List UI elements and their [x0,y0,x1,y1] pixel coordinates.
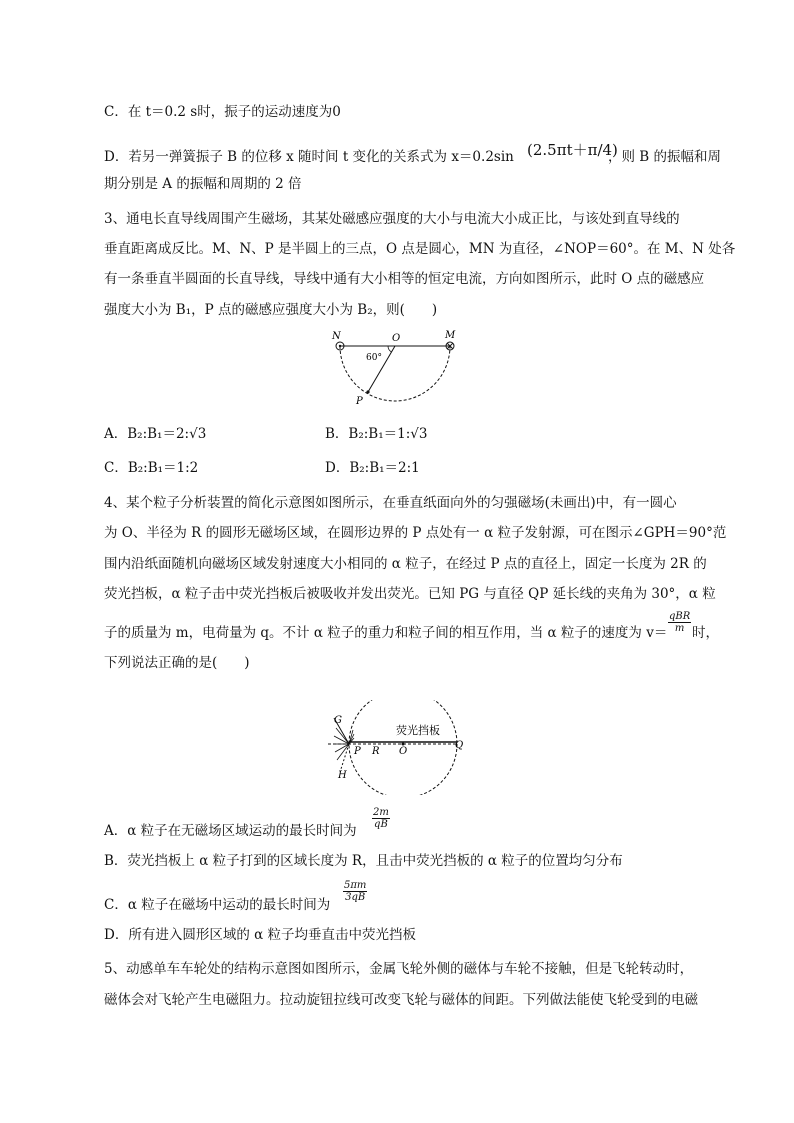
q4-stem-line4: 荧光挡板，α 粒子击中荧光挡板后被吸收并发出荧光。已知 PG 与直径 QP 延长线的夹角为 30°，α 粒 [104,586,716,602]
q4-stem-line1: 4、某个粒子分析装置的简化示意图如图所示，在垂直纸面向外的匀强磁场(未画出)中，有一圆心 [104,495,677,511]
q4-velocity-fraction [668,611,691,634]
q3-option-a: A．B₂:B₁＝2:√3 [104,426,207,442]
q4-option-c-fraction [343,880,367,903]
q4-option-c-denominator: 3qB [345,892,366,903]
q3-semicircle-figure [326,328,466,408]
q4-label-o: O [399,746,408,757]
q3-angle-label: 60° [366,353,382,363]
q4-option-b: B．荧光挡板上 α 粒子打到的区域长度为 R，且击中荧光挡板的 α 粒子的位置均匀分布 [104,853,623,869]
q4-stem-line5: 子的质量为 m，电荷量为 q。不计 α 粒子的重力和粒子间的相互作用，当 α 粒子的速度为 v＝ [104,625,668,641]
q3-label-n: N [332,331,341,342]
q4-stem-line5-end: 时， [692,625,719,641]
q2-option-d-part2: ，则 B 的振幅和周 [608,149,722,165]
q4-screen-label: 荧光挡板 [396,724,440,737]
q4-option-a-denominator: qB [374,819,388,830]
q4-option-a-numerator: 2m [373,807,389,818]
q5-stem-line2: 磁体会对飞轮产生电磁阻力。拉动旋钮拉线可改变飞轮与磁体的间距。下列做法能使飞轮受到的电磁 [104,992,698,1008]
q4-velocity-denominator: m [674,623,685,634]
q4-velocity-numerator: qBR [669,611,691,622]
q4-stem-line2: 为 O、半径为 R 的圆形无磁场区域，在圆形边界的 P 点处有一 α 粒子发射源，可在图示∠GPH＝90°范 [104,525,727,541]
q3-stem-line3: 有一条垂直半圆面的长直导线，导线中通有大小相等的恒定电流，方向如图所示，此时 O 点的磁感应 [104,271,705,287]
q4-option-a-fraction [372,807,390,830]
q4-circle-figure [326,700,476,795]
q3-option-c: C．B₂:B₁＝1:2 [104,460,199,476]
q3-option-b: B．B₂:B₁＝1:√3 [325,426,428,442]
q4-label-g: G [334,715,342,726]
q2-option-d-part1: D．若另一弹簧振子 B 的位移 x 随时间 t 变化的关系式为 x＝0.2sin [104,149,514,165]
q4-label-p: P [354,746,361,757]
q2-option-d-formula: (2.5πt＋π/4) [527,141,618,159]
q3-label-o: O [392,333,401,344]
q4-label-q: Q [455,740,464,751]
q3-label-p: P [356,396,363,407]
q5-stem-line1: 5、动感单车车轮处的结构示意图如图所示，金属飞轮外侧的磁体与车轮不接触，但是飞轮转动时， [104,961,694,977]
q3-option-d: D．B₂:B₁＝2:1 [325,460,420,476]
q3-stem-line1: 3、通电长直导线周围产生磁场，其某处磁感应强度的大小与电流大小成正比，与该处到直导线的 [104,211,680,227]
q3-stem-line2: 垂直距离成反比。M、N、P 是半圆上的三点，O 点是圆心，MN 为直径，∠NOP＝60°。在 M、N 处各 [104,241,736,257]
q4-stem-line3: 围内沿纸面随机向磁场区域发射速度大小相同的 α 粒子，在经过 P 点的直径上，固定一长度为 2R 的 [104,556,707,572]
q3-label-m: M [445,330,456,341]
q4-option-c-numerator: 5πm [344,880,367,891]
q2-option-c: C．在 t＝0.2 s时，振子的运动速度为0 [104,104,341,120]
q4-label-h: H [338,770,347,781]
q4-label-r: R [372,746,380,757]
q4-option-a: A．α 粒子在无磁场区域运动的最长时间为 [104,823,357,839]
q2-option-d-part3: 期分别是 A 的振幅和周期的 2 倍 [104,176,302,192]
q4-option-c: C．α 粒子在磁场中运动的最长时间为 [104,897,331,913]
q4-stem-line6: 下列说法正确的是( ) [104,655,250,671]
q3-stem-line4: 强度大小为 B₁，P 点的磁感应强度大小为 B₂，则( ) [104,302,438,318]
q4-option-d: D．所有进入圆形区域的 α 粒子均垂直击中荧光挡板 [104,927,417,943]
